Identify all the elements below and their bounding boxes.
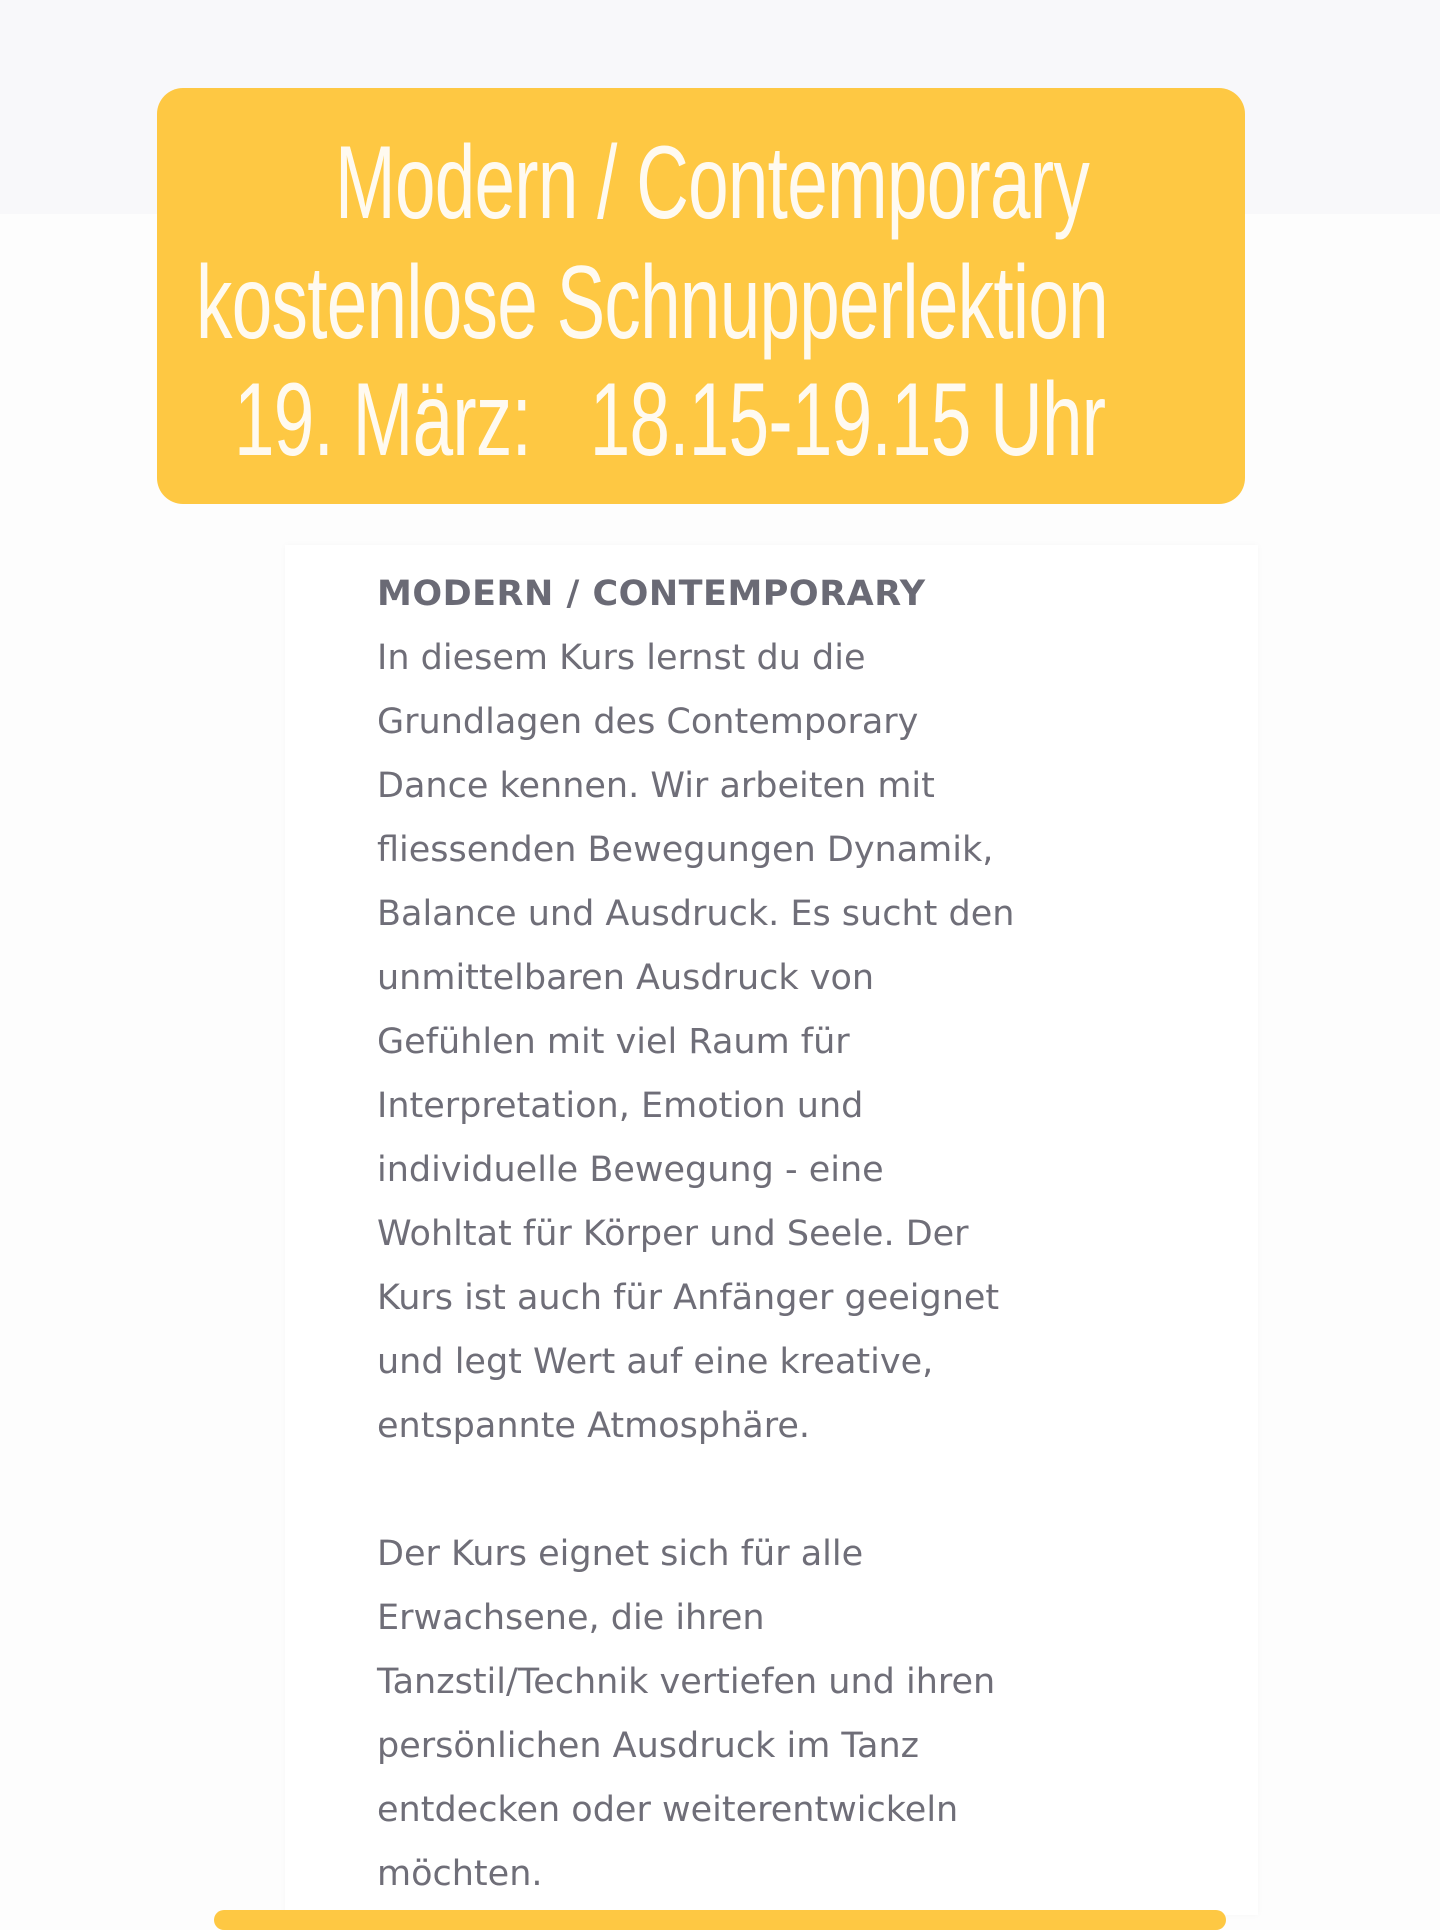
course-heading: MODERN / CONTEMPORARY xyxy=(377,574,926,614)
promo-banner xyxy=(157,88,1245,504)
banner-title: Modern / Contemporary xyxy=(335,125,1090,241)
next-banner-edge xyxy=(214,1910,1226,1930)
paragraph-spacer xyxy=(377,1458,1237,1522)
banner-date-time: 19. März: 18.15-19.15 Uhr xyxy=(234,362,1106,478)
course-paragraph-2: Der Kurs eignet sich für alle Erwachsene, die ihren Tanzstil/Technik vertiefen und ihren persönlichen Ausdruck im Tanz entdecken oder weiterentwickeln möchten. xyxy=(377,1534,996,1894)
banner-subtitle: kostenlose Schnupperlektion xyxy=(196,245,1108,361)
course-paragraph-1: In diesem Kurs lernst du die Grundlagen des Contemporary Dance kennen. Wir arbeiten mit fliessenden Bewegungen Dynamik, Balance und Ausdruck. Es sucht den unmittelbaren Ausdruck von Gefühlen mit viel Raum für Interpretation, Emotion und individuelle Bewegung - eine Wohltat für Körper und Seele. Der Kurs ist auch für Anfänger geeignet und legt Wert auf eine kreative, entspannte Atmosphäre. xyxy=(377,638,1015,1446)
course-description xyxy=(377,562,1237,1906)
